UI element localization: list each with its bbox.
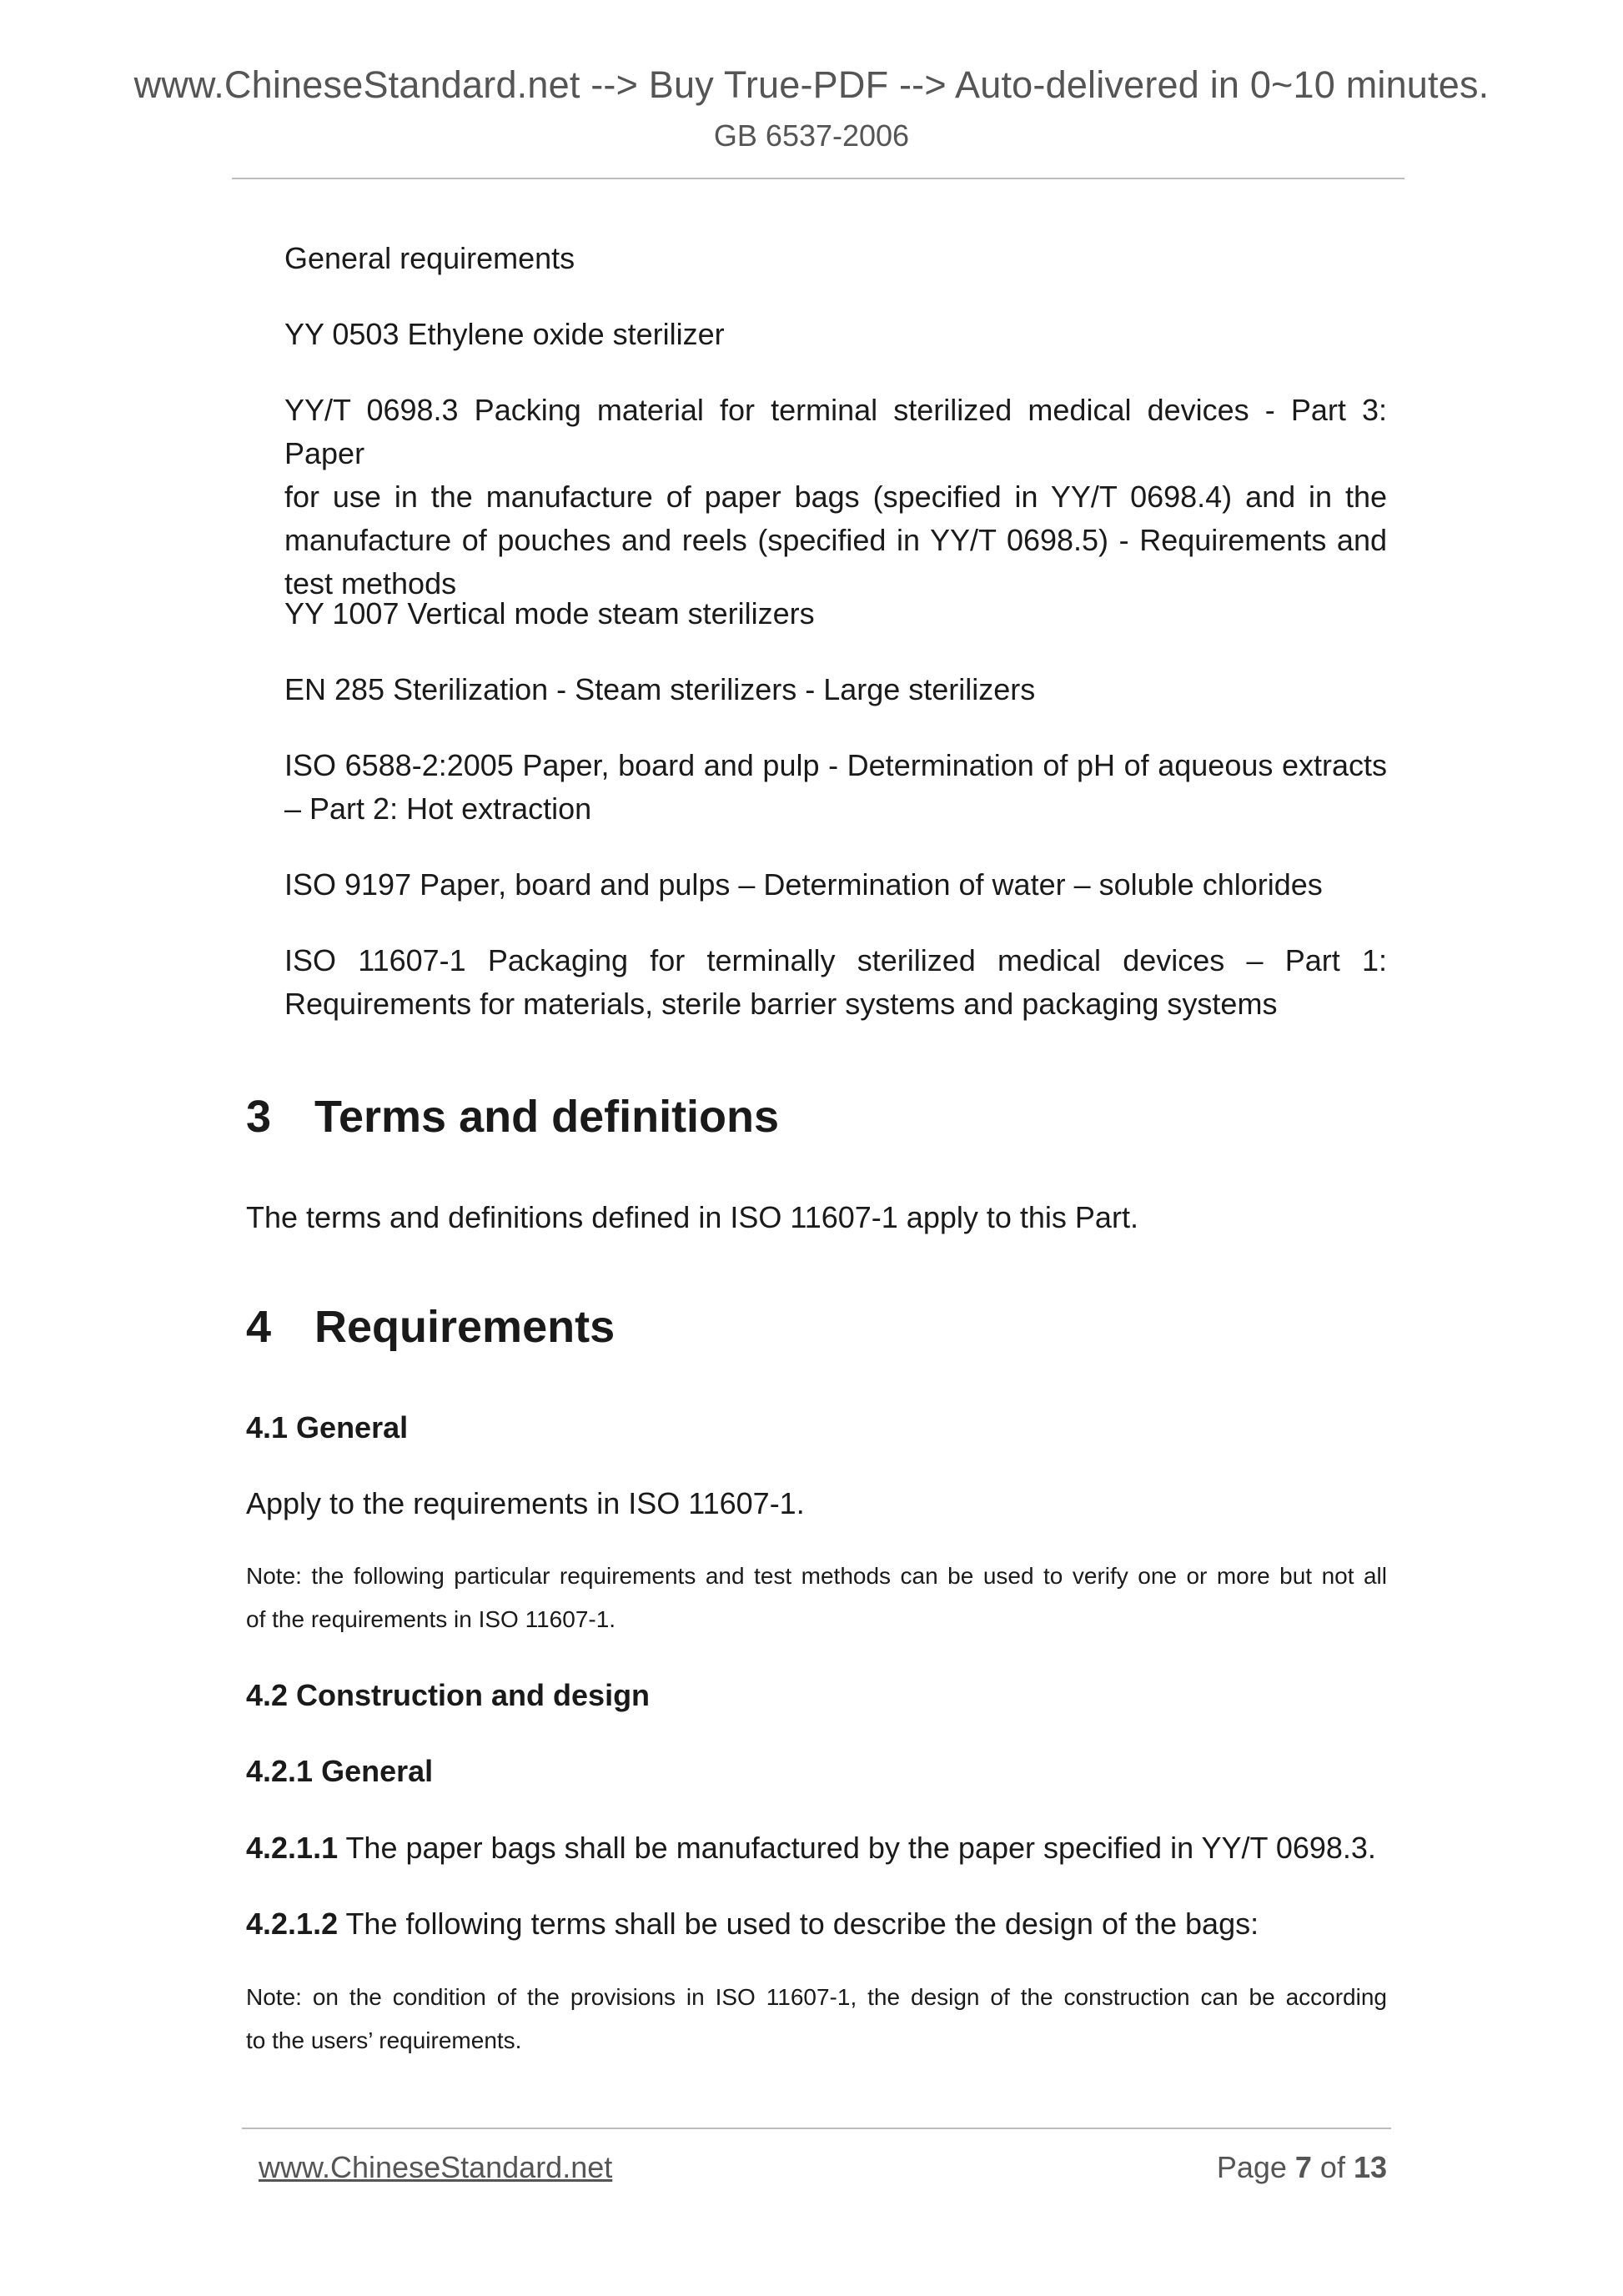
subsection-4-1-text: Apply to the requirements in ISO 11607-1.	[246, 1486, 805, 1520]
note-4-2-1-2: Note: on the condition of the provisions in ISO 11607-1, the design of the construction can be according to the users’ requirements.	[246, 1984, 1387, 2053]
footer-website-link[interactable]: www.ChineseStandard.net	[259, 2150, 613, 2184]
reference-entry: YY/T 0698.3 Packing material for terminal sterilized medical devices - Part 3: Paper for use in the manufacture of paper bags (specified in YY/T 0698.4) and in the manufacture of pouches and reels (specified in YY/T 0698.5) - Requirements and test methods	[284, 393, 1387, 600]
subsection-heading-4-1: 4.1 General	[246, 1410, 409, 1444]
section-title: Requirements	[314, 1302, 616, 1352]
section-number: 3	[246, 1092, 272, 1142]
clause-number: 4.2.1.2	[246, 1907, 339, 1941]
subsection-heading-4-2-1: 4.2.1 General	[246, 1754, 434, 1788]
clause-4-2-1-1	[246, 1826, 1387, 1870]
standard-number: GB 6537-2006	[713, 118, 910, 153]
section-heading-requirements	[246, 1301, 615, 1353]
reference-entry: YY 1007 Vertical mode steam sterilizers	[284, 596, 815, 631]
reference-entry: EN 285 Sterilization - Steam sterilizers - Large sterilizers	[284, 672, 1036, 706]
section-3-text: The terms and definitions defined in ISO 11607-1 apply to this Part.	[246, 1200, 1138, 1234]
footer-divider	[242, 2128, 1391, 2129]
clause-number: 4.2.1.1	[246, 1831, 339, 1865]
subsection-heading-4-2: 4.2 Construction and design	[246, 1678, 651, 1712]
reference-entry: ISO 9197 Paper, board and pulps – Determination of water – soluble chlorides	[284, 867, 1323, 902]
total-page-count: 13	[1353, 2150, 1387, 2184]
current-page-number: 7	[1294, 2150, 1312, 2184]
header-banner: www.ChineseStandard.net --> Buy True-PDF --> Auto-delivered in 0~10 minutes.	[133, 63, 1490, 106]
clause-text: The paper bags shall be manufactured by the paper specified in YY/T 0698.3.	[338, 1831, 1376, 1865]
section-heading-terms	[246, 1091, 779, 1143]
section-number: 4	[246, 1302, 272, 1352]
note-4-1: Note: the following particular requirements and test methods can be used to verify one or more but not all of the requirements in ISO 11607-1.	[246, 1563, 1387, 1632]
reference-entry: General requirements	[284, 241, 575, 275]
section-title: Terms and definitions	[314, 1092, 780, 1142]
reference-entry: YY 0503 Ethylene oxide sterilizer	[284, 317, 725, 351]
clause-4-2-1-2	[246, 1902, 1387, 1946]
header-divider	[232, 178, 1404, 179]
clause-text: The following terms shall be used to describe the design of the bags:	[338, 1907, 1259, 1941]
reference-entry: ISO 6588-2:2005 Paper, board and pulp - Determination of pH of aqueous extracts – Part 2: Hot extraction	[284, 748, 1387, 826]
page-indicator: Page 7 of 13	[1216, 2150, 1387, 2184]
reference-entry: ISO 11607-1 Packaging for terminally sterilized medical devices – Part 1: Requirements for materials, sterile barrier systems and packaging systems	[284, 943, 1387, 1021]
